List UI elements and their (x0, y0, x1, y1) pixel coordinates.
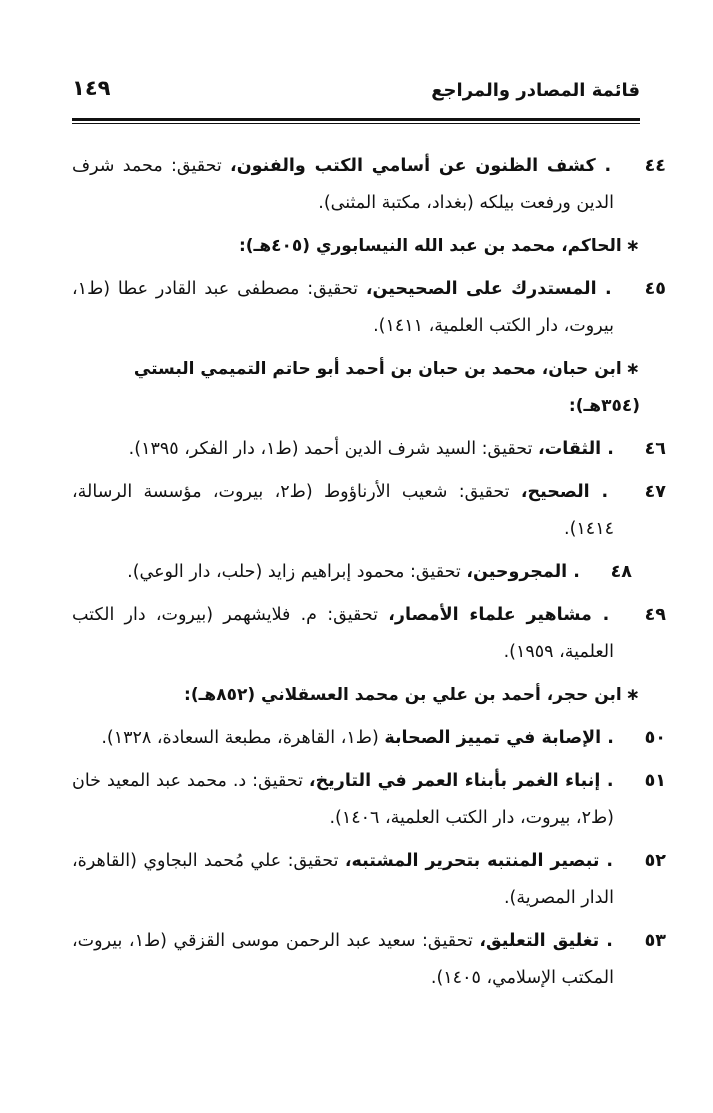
entry-title: الصحيح، (520, 482, 590, 502)
entry-title: المجروحين، (466, 562, 568, 582)
entry-title: كشف الظنون عن أسامي الكتب والفنون، (230, 156, 596, 176)
author-name: ابن حجر، أحمد بن علي بن محمد العسقلاني (٨٥٢هـ): (184, 685, 622, 705)
entry-title: تغليق التعليق، (479, 931, 600, 951)
bibliography-entry: ٤٦ . الثقات، تحقيق: السيد شرف الدين أحمد (ط١، دار الفكر، ١٣٩٥). (72, 431, 640, 468)
entry-title: إنباء الغمر بأبناء العمر في التاريخ، (308, 771, 601, 791)
entry-details: (ط١، القاهرة، مطبعة السعادة، ١٣٢٨). (101, 728, 379, 748)
bibliography-entry: ٥٢ . تبصير المنتبه بتحرير المشتبه، تحقيق: علي مُحمد البجاوي (القاهرة، الدار المصرية). (72, 843, 640, 917)
entry-number: ٤٧ (644, 482, 666, 502)
entry-details: تحقيق: محمود إبراهيم زايد (حلب، دار الوعي). (127, 562, 461, 582)
bibliography-entry: ٤٧ . الصحيح، تحقيق: شعيب الأرناؤوط (ط٢، بيروت، مؤسسة الرسالة، ١٤١٤). (72, 474, 640, 548)
entry-details: تحقيق: مصطفى عبد القادر عطا (ط١، بيروت، دار الكتب العلمية، ١٤١١). (72, 279, 614, 336)
entry-number: ٤٩ (644, 605, 666, 625)
entry-details: تحقيق: محمد شرف الدين ورفعت بيلكه (بغداد، مكتبة المثنى). (72, 156, 614, 213)
entry-number: ٤٨ (610, 562, 632, 582)
bibliography-entry: ٥١ . إنباء الغمر بأبناء العمر في التاريخ، تحقيق: د. محمد عبد المعيد خان (ط٢، بيروت، دار الكتب العلمية، ١٤٠٦). (72, 763, 640, 837)
entry-details: تحقيق: د. محمد عبد المعيد خان (ط٢، بيروت، دار الكتب العلمية، ١٤٠٦). (72, 771, 614, 828)
entry-details: تحقيق: السيد شرف الدين أحمد (ط١، دار الفكر، ١٣٩٥). (128, 439, 533, 459)
entry-number: ٥٢ (644, 851, 666, 871)
entry-number: ٤٥ (644, 279, 666, 299)
bibliography-list (72, 148, 666, 1003)
author-heading (72, 351, 640, 425)
page-number: ١٤٩ (72, 76, 111, 100)
bibliography-entry: ٤٥ . المستدرك على الصحيحين، تحقيق: مصطفى عبد القادر عطا (ط١، بيروت، دار الكتب العلمية، ١٤١١). (72, 271, 640, 345)
header-rule-thick (72, 118, 640, 121)
entry-title: الثقات، (538, 439, 602, 459)
entry-title: الإصابة في تمييز الصحابة (384, 728, 602, 748)
running-title: قائمة المصادر والمراجع (431, 80, 640, 101)
author-heading (72, 228, 640, 265)
star-bullet-icon: ∗ (625, 359, 640, 379)
entry-title: المستدرك على الصحيحين، (365, 279, 597, 299)
bibliography-entry: ٥٠ . الإصابة في تمييز الصحابة (ط١، القاهرة، مطبعة السعادة، ١٣٢٨). (72, 720, 640, 757)
entry-number: ٥٠ (644, 728, 666, 748)
star-bullet-icon: ∗ (625, 685, 640, 705)
entry-number: ٤٦ (644, 439, 666, 459)
bibliography-entry: ٤٤ . كشف الظنون عن أسامي الكتب والفنون، تحقيق: محمد شرف الدين ورفعت بيلكه (بغداد، مكتبة المثنى). (72, 148, 640, 222)
entry-details: تحقيق: م. فلايشهمر (بيروت، دار الكتب العلمية، ١٩٥٩). (72, 605, 614, 662)
entry-details: تحقيق: سعيد عبد الرحمن موسى القزقي (ط١، بيروت، المكتب الإسلامي، ١٤٠٥). (72, 931, 614, 988)
page-header (72, 74, 640, 114)
entry-number: ٤٤ (644, 156, 666, 176)
bibliography-entry: ٤٩ . مشاهير علماء الأمصار، تحقيق: م. فلايشهمر (بيروت، دار الكتب العلمية، ١٩٥٩). (72, 597, 640, 671)
entry-number: ٥٣ (644, 931, 666, 951)
author-name: ابن حبان، محمد بن حبان بن أحمد أبو حاتم التميمي البستي (٣٥٤هـ): (133, 359, 640, 416)
entry-number: ٥١ (644, 771, 666, 791)
entry-title: مشاهير علماء الأمصار، (388, 605, 592, 625)
bibliography-entry: ٥٣ . تغليق التعليق، تحقيق: سعيد عبد الرحمن موسى القزقي (ط١، بيروت، المكتب الإسلامي، ١٤٠٥). (72, 923, 640, 997)
star-bullet-icon: ∗ (625, 236, 640, 256)
bibliography-entry: ٤٨ . المجروحين، تحقيق: محمود إبراهيم زايد (حلب، دار الوعي). (72, 554, 640, 591)
author-heading (72, 677, 640, 714)
author-name: الحاكم، محمد بن عبد الله النيسابوري (٤٠٥هـ): (238, 236, 622, 256)
entry-title: تبصير المنتبه بتحرير المشتبه، (344, 851, 600, 871)
entry-details: تحقيق: علي مُحمد البجاوي (القاهرة، الدار المصرية). (72, 851, 614, 908)
entry-details: تحقيق: شعيب الأرناؤوط (ط٢، بيروت، مؤسسة الرسالة، ١٤١٤). (72, 482, 614, 539)
header-rule-thin (72, 123, 640, 124)
